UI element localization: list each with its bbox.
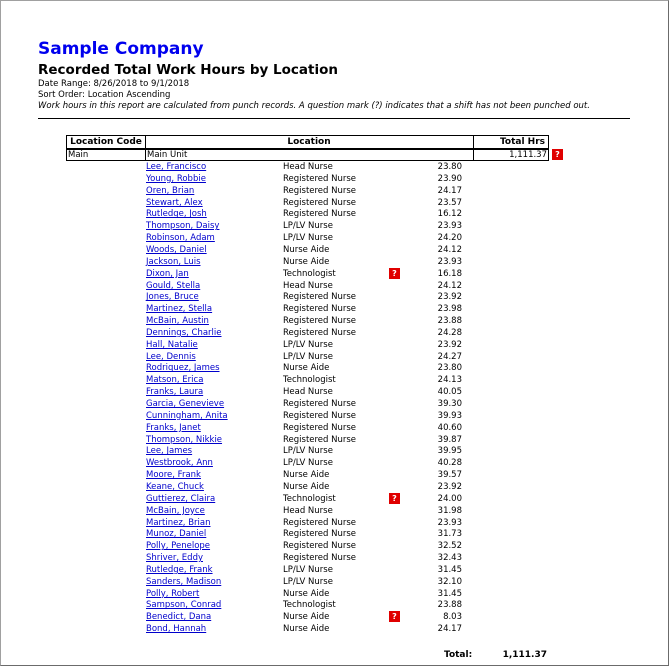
employee-name-link[interactable]: Jones, Bruce xyxy=(146,292,199,303)
employee-position: Registered Nurse xyxy=(283,517,357,528)
employee-hours: 23.92 xyxy=(437,292,462,303)
employee-hours: 31.73 xyxy=(437,529,462,540)
employee-name-link[interactable]: Dennings, Charlie xyxy=(146,327,222,338)
employee-name-link[interactable]: McBain, Austin xyxy=(146,316,209,327)
table-row xyxy=(0,398,669,410)
employee-hours: 24.00 xyxy=(437,493,462,504)
group-row-divider xyxy=(473,149,474,161)
employee-hours: 23.93 xyxy=(437,517,462,528)
employee-position: LP/LV Nurse xyxy=(283,351,333,362)
employee-hours: 8.03 xyxy=(443,612,462,623)
employee-name-link[interactable]: Sanders, Madison xyxy=(146,576,222,587)
employee-position: LP/LV Nurse xyxy=(283,458,333,469)
table-row xyxy=(0,386,669,398)
table-row xyxy=(0,374,669,386)
employee-position: Nurse Aide xyxy=(283,612,330,623)
table-row xyxy=(0,611,669,623)
table-row xyxy=(0,457,669,469)
employee-name-link[interactable]: Martinez, Brian xyxy=(146,517,211,528)
employee-position: Registered Nurse xyxy=(283,173,357,184)
table-row xyxy=(0,327,669,339)
employee-hours: 24.20 xyxy=(437,233,462,244)
employee-hours: 39.57 xyxy=(437,470,462,481)
employee-position: Nurse Aide xyxy=(283,481,330,492)
employee-name-link[interactable]: Gould, Stella xyxy=(146,280,201,291)
table-row xyxy=(0,434,669,446)
employee-position: Registered Nurse xyxy=(283,197,357,208)
employee-position: Registered Nurse xyxy=(283,327,357,338)
employee-name-link[interactable]: Rutledge, Josh xyxy=(146,209,207,220)
table-row xyxy=(0,339,669,351)
employee-hours: 24.17 xyxy=(437,185,462,196)
table-row xyxy=(0,528,669,540)
group-code: Main xyxy=(68,150,89,160)
table-row xyxy=(0,493,669,505)
table-row xyxy=(0,576,669,588)
employee-position: Nurse Aide xyxy=(283,470,330,481)
table-row xyxy=(0,161,669,173)
group-name: Main Unit xyxy=(147,150,188,160)
employee-position: Head Nurse xyxy=(283,162,333,172)
employee-hours: 31.98 xyxy=(437,505,462,516)
employee-hours: 23.93 xyxy=(437,221,462,232)
company-name: Sample Company xyxy=(38,39,204,59)
employee-name-link[interactable]: Martinez, Stella xyxy=(146,304,213,315)
employee-name-link[interactable]: Moore, Frank xyxy=(146,470,201,481)
employee-position: LP/LV Nurse xyxy=(283,564,333,575)
employee-name-link[interactable]: Lee, Dennis xyxy=(146,351,196,362)
employee-name-link[interactable]: Westbrook, Ann xyxy=(146,458,213,469)
employee-name-link[interactable]: McBain, Joyce xyxy=(146,505,205,516)
employee-position: LP/LV Nurse xyxy=(283,446,333,457)
employee-name-link[interactable]: Young, Robbie xyxy=(146,173,206,184)
employee-hours: 32.43 xyxy=(437,553,462,564)
employee-name-link[interactable]: Woods, Daniel xyxy=(146,244,207,255)
employee-position: Registered Nurse xyxy=(283,316,357,327)
employee-name-link[interactable]: Benedict, Dana xyxy=(146,612,212,623)
table-row xyxy=(0,220,669,232)
employee-hours: 32.52 xyxy=(437,541,462,552)
employee-hours: 24.12 xyxy=(437,280,462,291)
employee-name-link[interactable]: Bond, Hannah xyxy=(146,624,207,635)
employee-name-link[interactable]: Lee, James xyxy=(146,446,193,457)
header-divider xyxy=(38,118,630,119)
table-row xyxy=(0,410,669,422)
employee-position: Nurse Aide xyxy=(283,256,330,267)
employee-position: LP/LV Nurse xyxy=(283,339,333,350)
employee-name-link[interactable]: Hall, Natalie xyxy=(146,339,198,350)
total-label: Total: xyxy=(444,650,473,660)
table-row xyxy=(0,244,669,256)
table-row xyxy=(0,351,669,363)
employee-name-link[interactable]: Sampson, Conrad xyxy=(146,600,222,611)
employee-hours: 39.87 xyxy=(437,434,462,445)
table-row xyxy=(0,315,669,327)
employee-position: Head Nurse xyxy=(283,387,333,398)
employee-name-link[interactable]: Franks, Janet xyxy=(146,422,201,433)
employee-name-link[interactable]: Munoz, Daniel xyxy=(146,529,207,540)
employee-hours: 23.90 xyxy=(437,173,462,184)
employee-name-link[interactable]: Dixon, Jan xyxy=(146,268,189,279)
employee-hours: 23.92 xyxy=(437,339,462,350)
employee-hours: 23.88 xyxy=(437,600,462,611)
table-row xyxy=(0,208,669,220)
employee-name-link[interactable]: Stewart, Alex xyxy=(146,197,203,208)
table-row xyxy=(0,481,669,493)
total-value: 1,111.37 xyxy=(502,650,547,660)
employee-position: Registered Nurse xyxy=(283,185,357,196)
employee-name-link[interactable]: Oren, Brian xyxy=(146,185,195,196)
employee-name-link[interactable]: Thompson, Nikkie xyxy=(146,434,223,445)
employee-hours: 40.05 xyxy=(437,387,462,398)
group-total: 1,111.37 xyxy=(509,150,547,160)
employee-hours: 23.88 xyxy=(437,316,462,327)
employee-position: Head Nurse xyxy=(283,280,333,291)
question-mark-icon: ? xyxy=(389,493,400,504)
employee-position: Head Nurse xyxy=(283,505,333,516)
employee-position: Registered Nurse xyxy=(283,410,357,421)
employee-name-link[interactable]: Garcia, Genevieve xyxy=(146,399,225,409)
table-row xyxy=(0,623,669,635)
employee-position: LP/LV Nurse xyxy=(283,576,333,587)
employee-hours: 16.18 xyxy=(437,268,462,279)
employee-position: Technologist xyxy=(283,600,336,611)
table-row xyxy=(0,185,669,197)
table-row xyxy=(0,445,669,457)
employee-position: Nurse Aide xyxy=(283,588,330,599)
employee-position: Registered Nurse xyxy=(283,209,357,220)
employee-hours: 24.27 xyxy=(437,351,462,362)
employee-name-link[interactable]: Lee, Francisco xyxy=(146,162,207,172)
employee-position: Nurse Aide xyxy=(283,624,330,635)
employee-name-link[interactable]: Shriver, Eddy xyxy=(146,553,203,564)
employee-name-link[interactable]: Rutledge, Frank xyxy=(146,564,213,575)
group-row-divider xyxy=(145,149,146,161)
table-row xyxy=(0,422,669,434)
table-row xyxy=(0,268,669,280)
employee-hours: 39.30 xyxy=(437,399,462,409)
employee-position: Technologist xyxy=(283,268,336,279)
table-row xyxy=(0,517,669,529)
employee-name-link[interactable]: Robinson, Adam xyxy=(146,233,215,244)
employee-position: Registered Nurse xyxy=(283,399,357,409)
table-row xyxy=(0,540,669,552)
column-header-location: Location xyxy=(145,135,474,149)
group-row xyxy=(66,149,549,161)
employee-position: Nurse Aide xyxy=(283,363,330,374)
employee-hours: 24.12 xyxy=(437,244,462,255)
table-row xyxy=(0,469,669,481)
employee-position: Technologist xyxy=(283,493,336,504)
employee-position: Registered Nurse xyxy=(283,434,357,445)
employee-hours: 39.95 xyxy=(437,446,462,457)
question-mark-icon: ? xyxy=(389,611,400,622)
table-row xyxy=(0,588,669,600)
employee-position: Technologist xyxy=(283,375,336,386)
employee-hours: 32.10 xyxy=(437,576,462,587)
employee-position: Registered Nurse xyxy=(283,422,357,433)
employee-hours: 31.45 xyxy=(437,588,462,599)
report-note: Work hours in this report are calculated from punch records. A question mark (?) indicates that a shift has not been punched out. xyxy=(38,101,590,111)
employee-position: Registered Nurse xyxy=(283,529,357,540)
employee-name-link[interactable]: Keane, Chuck xyxy=(146,481,204,492)
employee-hours: 23.80 xyxy=(437,363,462,374)
table-row xyxy=(0,173,669,185)
employee-hours: 24.17 xyxy=(437,624,462,635)
employee-hours: 23.98 xyxy=(437,304,462,315)
employee-hours: 39.93 xyxy=(437,410,462,421)
employee-position: Registered Nurse xyxy=(283,304,357,315)
employee-name-link[interactable]: Franks, Laura xyxy=(146,387,204,398)
table-row xyxy=(0,232,669,244)
employee-hours: 23.93 xyxy=(437,256,462,267)
table-row xyxy=(0,291,669,303)
employee-hours: 24.13 xyxy=(437,375,462,386)
employee-hours: 23.92 xyxy=(437,481,462,492)
employee-position: LP/LV Nurse xyxy=(283,233,333,244)
column-header-total-hrs: Total Hrs xyxy=(473,135,549,149)
employee-name-link[interactable]: Rodriquez, James xyxy=(146,363,220,374)
employee-name-link[interactable]: Jackson, Luis xyxy=(146,256,201,267)
sort-order: Sort Order: Location Ascending xyxy=(38,90,171,100)
table-row xyxy=(0,280,669,292)
employee-name-link[interactable]: Cunningham, Anita xyxy=(146,410,228,421)
table-row xyxy=(0,197,669,209)
employee-name-link[interactable]: Guttierez, Claira xyxy=(146,493,216,504)
employee-hours: 16.12 xyxy=(437,209,462,220)
employee-name-link[interactable]: Matson, Erica xyxy=(146,375,204,386)
employee-position: Registered Nurse xyxy=(283,292,357,303)
employee-position: LP/LV Nurse xyxy=(283,221,333,232)
question-mark-icon: ? xyxy=(389,268,400,279)
employee-name-link[interactable]: Thompson, Daisy xyxy=(146,221,220,232)
employee-position: Registered Nurse xyxy=(283,541,357,552)
employee-hours: 31.45 xyxy=(437,564,462,575)
table-row xyxy=(0,505,669,517)
table-row xyxy=(0,599,669,611)
table-row xyxy=(0,303,669,315)
date-range: Date Range: 8/26/2018 to 9/1/2018 xyxy=(38,79,190,89)
table-row xyxy=(0,552,669,564)
employee-position: Registered Nurse xyxy=(283,553,357,564)
table-row xyxy=(0,256,669,268)
employee-name-link[interactable]: Polly, Penelope xyxy=(146,541,211,552)
employee-hours: 23.57 xyxy=(437,197,462,208)
employee-hours: 24.28 xyxy=(437,327,462,338)
table-row xyxy=(0,564,669,576)
question-mark-icon: ? xyxy=(552,149,563,160)
column-header-location-code: Location Code xyxy=(66,135,146,149)
employee-hours: 23.80 xyxy=(437,162,462,172)
employee-hours: 40.28 xyxy=(437,458,462,469)
employee-position: Nurse Aide xyxy=(283,244,330,255)
employee-name-link[interactable]: Polly, Robert xyxy=(146,588,200,599)
report-title: Recorded Total Work Hours by Location xyxy=(38,62,338,78)
table-row xyxy=(0,362,669,374)
employee-hours: 40.60 xyxy=(437,422,462,433)
